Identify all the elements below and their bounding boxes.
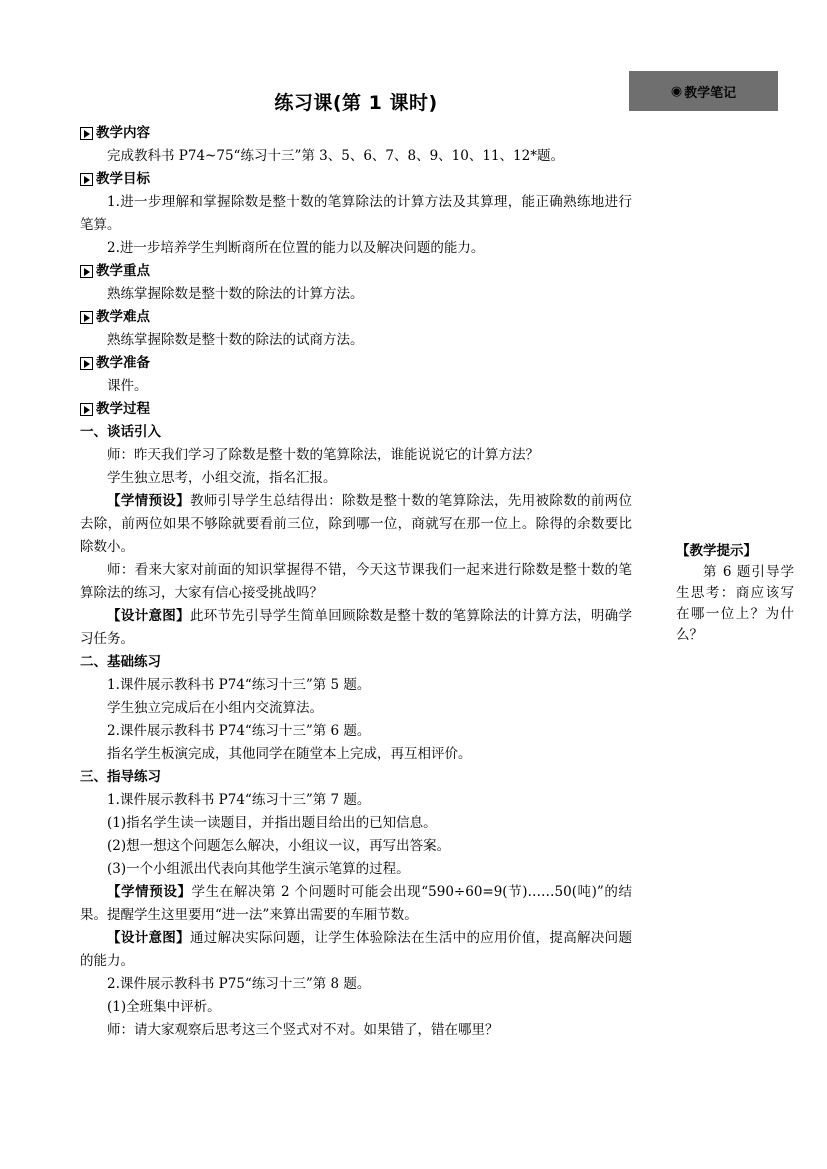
tip-text: 第 6 题引导学生思考：商应该写在哪一位上？为什么？	[676, 564, 794, 643]
teaching-tip	[676, 540, 794, 646]
section-key-points	[80, 260, 632, 283]
section-heading: 教学过程	[96, 401, 150, 417]
play-arrow-icon	[80, 357, 93, 370]
play-arrow-icon	[80, 127, 93, 140]
section-difficulties	[80, 306, 632, 329]
paragraph: 学生独立思考，小组交流，指名汇报。	[107, 470, 337, 486]
section-heading: 教学难点	[96, 309, 150, 325]
circle-dot-icon: ◉	[670, 83, 683, 99]
paragraph: 课件。	[107, 378, 148, 394]
paragraph: 熟练掌握除数是整十数的除法的计算方法。	[107, 286, 364, 302]
section-heading: 教学准备	[96, 355, 150, 371]
paragraph: 2.进一步培养学生判断商所在位置的能力以及解决问题的能力。	[107, 240, 485, 256]
paragraph: 师：请大家观察后思考这三个竖式对不对。如果错了，错在哪里？	[107, 1022, 499, 1038]
paragraph: 【设计意图】通过解决实际问题，让学生体验除法在生活中的应用价值，提高解决问题的能力。	[80, 930, 633, 969]
paragraph: 学生独立完成后在小组内交流算法。	[107, 700, 323, 716]
play-arrow-icon	[80, 265, 93, 278]
part-heading: 三、指导练习	[80, 769, 161, 785]
section-heading: 教学重点	[96, 263, 150, 279]
paragraph: 【设计意图】此环节先引导学生简单回顾除数是整十数的笔算除法的计算方法，明确学习任务。	[80, 608, 633, 647]
part-heading: 二、基础练习	[80, 654, 161, 670]
section-content	[80, 122, 632, 145]
paragraph: (3)一个小组派出代表向其他学生演示笔算的过程。	[107, 861, 410, 877]
section-preparation	[80, 352, 632, 375]
play-arrow-icon	[80, 403, 93, 416]
paragraph: 师：看来大家对前面的知识掌握得不错，今天这节课我们一起来进行除数是整十数的笔算除法的练习，大家有信心接受挑战吗？	[80, 562, 632, 601]
paragraph: 2.课件展示教科书 P75“练习十三”第 8 题。	[107, 976, 371, 992]
paragraph: 完成教科书 P74~75“练习十三”第 3、5、6、7、8、9、10、11、12*题。	[107, 148, 564, 164]
paragraph: 熟练掌握除数是整十数的除法的试商方法。	[107, 332, 364, 348]
section-process	[80, 398, 632, 421]
page-title: 练习课(第 1 课时)	[274, 92, 438, 114]
note-tag: 【设计意图】	[107, 930, 190, 946]
play-arrow-icon	[80, 173, 93, 186]
paragraph: 2.课件展示教科书 P74“练习十三”第 6 题。	[107, 723, 371, 739]
paragraph: (1)全班集中评析。	[107, 999, 221, 1015]
notes-header-label: 教学笔记	[684, 85, 737, 101]
paragraph: 师：昨天我们学习了除数是整十数的笔算除法，谁能说说它的计算方法？	[107, 447, 539, 463]
part-heading: 一、谈话引入	[80, 424, 161, 440]
paragraph: 1.课件展示教科书 P74“练习十三”第 5 题。	[107, 677, 371, 693]
section-goals	[80, 168, 632, 191]
paragraph: (2)想一想这个问题怎么解决，小组议一议，再写出答案。	[107, 838, 451, 854]
paragraph: (1)指名学生读一读题目，并指出题目给出的已知信息。	[107, 815, 437, 831]
note-tag: 【学情预设】	[107, 493, 190, 509]
paragraph: 1.进一步理解和掌握除数是整十数的笔算除法的计算方法及其算理，能正确熟练地进行笔算。	[80, 194, 632, 233]
play-arrow-icon	[80, 311, 93, 324]
paragraph: 1.课件展示教科书 P74“练习十三”第 7 题。	[107, 792, 371, 808]
section-heading: 教学目标	[96, 171, 150, 187]
paragraph: 【学情预设】教师引导学生总结得出：除数是整十数的笔算除法，先用被除数的前两位去除，前两位如果不够除就要看前三位，除到哪一位，商就写在那一位上。除得的余数要比除数小。	[80, 493, 633, 555]
section-heading: 教学内容	[96, 125, 150, 141]
paragraph: 指名学生板演完成，其他同学在随堂本上完成，再互相评价。	[107, 746, 472, 762]
lesson-content	[80, 122, 632, 1042]
note-tag: 【设计意图】	[107, 608, 190, 624]
tip-title: 【教学提示】	[676, 543, 757, 559]
notes-header	[629, 71, 778, 111]
note-tag: 【学情预设】	[107, 884, 192, 900]
paragraph: 【学情预设】学生在解决第 2 个问题时可能会出现“590÷60=9(节)……50(吨)”的结果。提醒学生这里要用“进一法”来算出需要的车厢节数。	[80, 884, 632, 923]
